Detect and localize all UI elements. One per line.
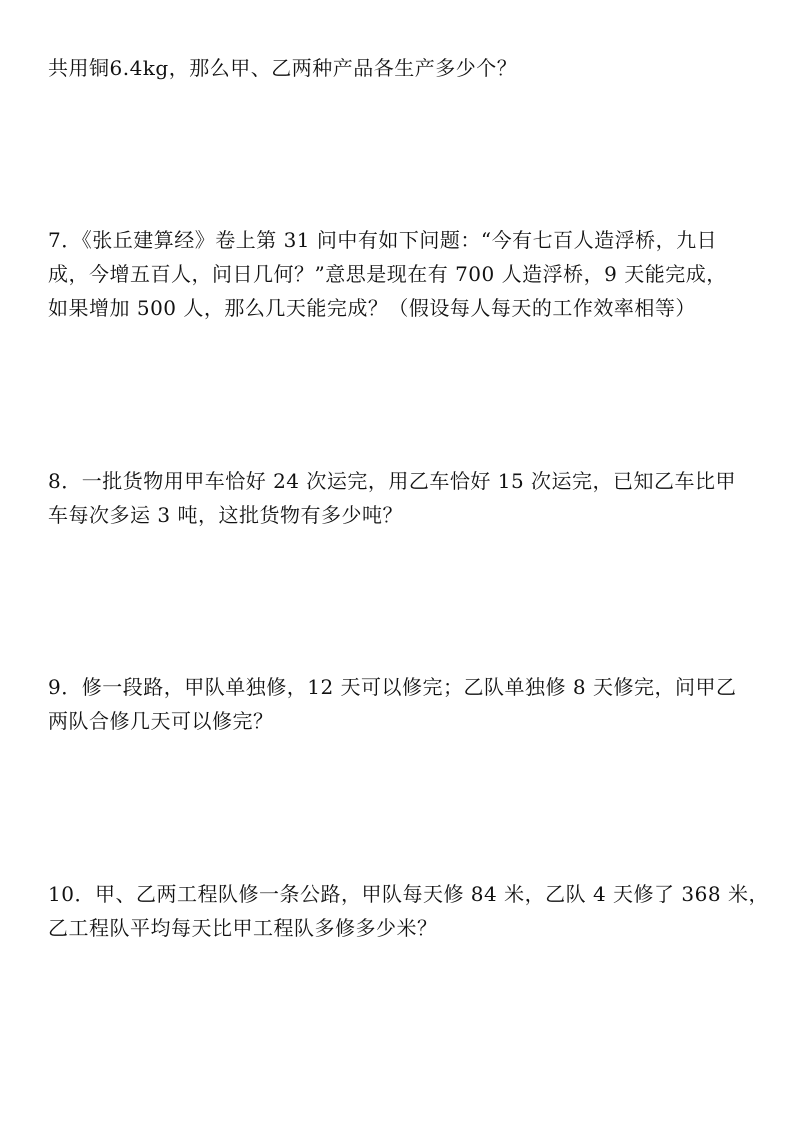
problem-8-line-2: 车每次多运 3 吨，这批货物有多少吨？ [48,503,403,527]
problem-9-line-1: 9．修一段路，甲队单独修，12 天可以修完；乙队单独修 8 天修完，问甲乙 [48,675,737,699]
problem-6-line-1: 共用铜6.4kg，那么甲、乙两种产品各生产多少个？ [48,56,518,80]
problem-8-line-1: 8．一批货物用甲车恰好 24 次运完，用乙车恰好 15 次运完，已知乙车比甲 [48,469,737,493]
problem-7-line-1: 7．《张丘建算经》卷上第 31 问中有如下问题：“今有七百人造浮桥，九日 [48,228,718,252]
problem-10-line-2: 乙工程队平均每天比甲工程队多修多少米？ [48,916,438,940]
problem-9-line-2: 两队合修几天可以修完？ [48,709,274,733]
problem-7-line-2: 成，今增五百人，问日几何？”意思是现在有 700 人造浮桥，9 天能完成， [48,262,727,286]
problem-7-line-3: 如果增加 500 人，那么几天能完成？（假设每人每天的工作效率相等） [48,296,696,320]
problem-10-line-1: 10．甲、乙两工程队修一条公路，甲队每天修 84 米，乙队 4 天修了 368 米， [48,882,769,906]
